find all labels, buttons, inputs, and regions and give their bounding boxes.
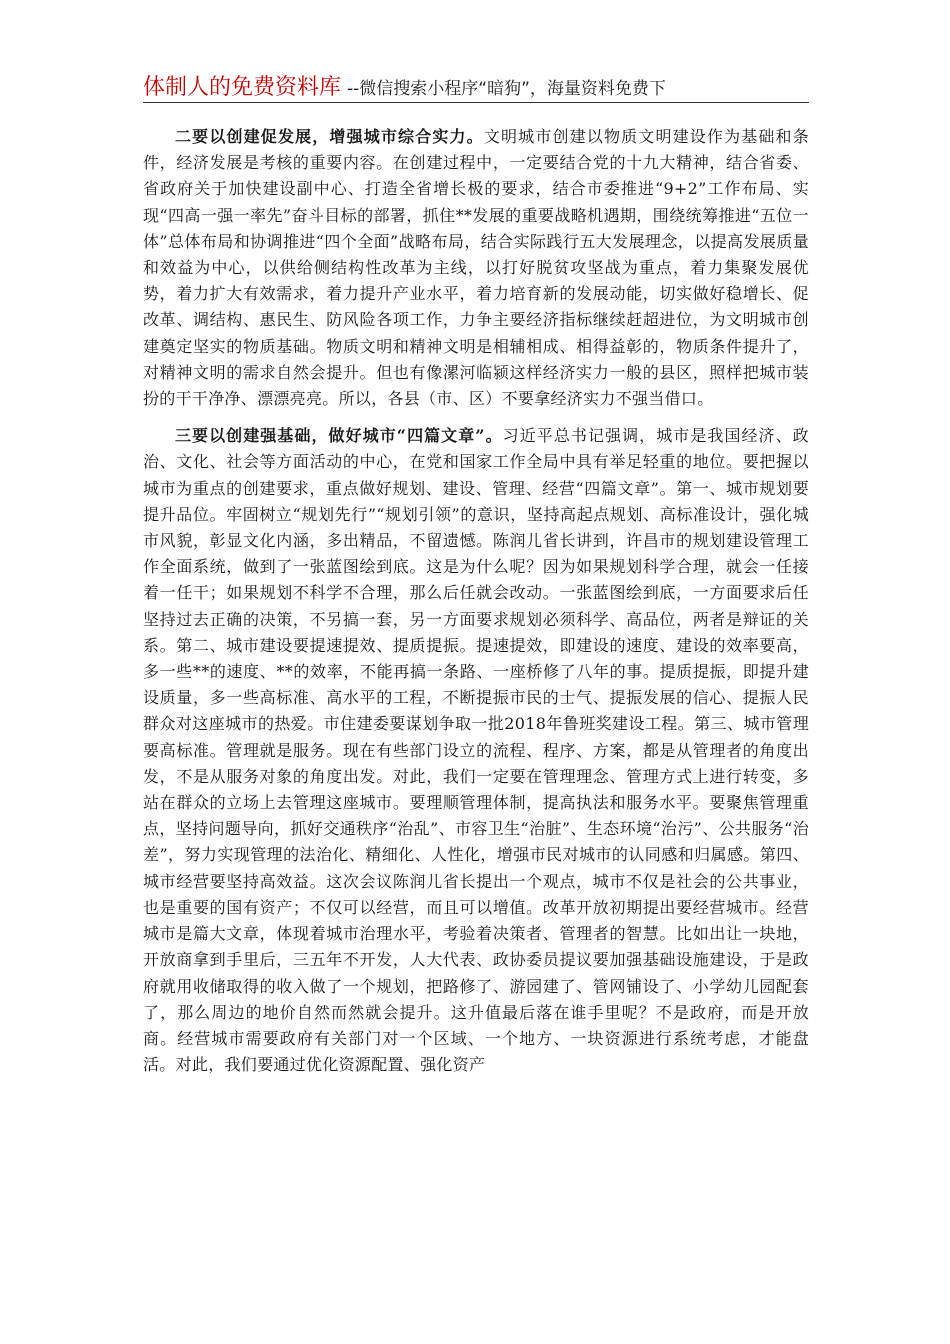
paragraph-develop	[143, 124, 809, 412]
header-subtitle: --微信搜索小程序“暗狗”，海量资料免费下	[347, 79, 666, 99]
paragraph-lead: 三要以创建强基础，做好城市“四篇文章”。	[175, 426, 503, 446]
paragraph-text: 习近平总书记强调，城市是我国经济、政治、文化、社会等方面活动的中心，在党和国家工作全局中具有举足轻重的地位。要把握以城市为重点的创建要求，重点做好规划、建设、管理、经营“四篇文章”。第一、城市规划要提升品位。牢固树立“规划先行”“规划引领”的意识，坚持高起点规划、高标准设计，强化城市风貌，彰显文化内涵，多出精品，不留遗憾。陈润儿省长讲到，许昌市的规划建设管理工作全面系统，做到了一张蓝图绘到底。这是为什么呢？因为如果规划科学合理，就会一任接着一任干；如果规划不科学不合理，那么后任就会改动。一张蓝图绘到底，一方面要求后任坚持过去正确的决策，不另搞一套，另一方面要求规划必须科学、高品位，两者是辩证的关系。第二、城市建设要提速提效、提质提振。提速提效，即建设的速度、建设的效率要高，多一些**的速度、**的效率，不能再搞一条路、一座桥修了八年的事。提质提振，即提升建设质量，多一些高标准、高水平的工程，不断提振市民的士气、提振发展的信心、提振人民群众对这座城市的热爱。市住建委要谋划争取一批2018年鲁班奖建设工程。第三、城市管理要高标准。管理就是服务。现在有些部门设立的流程、程序、方案，都是从管理者的角度出发，不是从服务对象的角度出发。对此，我们一定要在管理理念、管理方式上进行转变，多站在群众的立场上去管理这座城市。要理顺管理体制，提高执法和服务水平。要聚焦管理重点，坚持问题导向，抓好交通秩序“治乱”、市容卫生“治脏”、生态环境“治污”、公共服务“治差”，努力实现管理的法治化、精细化、人性化，增强市民对城市的认同感和归属感。第四、城市经营要坚持高效益。这次会议陈润儿省长提出一个观点，城市不仅是社会的公共事业，也是重要的国有资产；不仅可以经营，而且可以增值。改革开放初期提出要经营城市。经营城市是篇大文章，体现着城市治理水平，考验着决策者、管理者的智慧。比如出让一块地，开放商拿到手里后，三五年不开发，人大代表、政协委员提议要加强基础设施建设，于是政府就用收储取得的收入做了一个规划，把路修了、游园建了、管网铺设了、小学幼儿园配套了，那么周边的地价自然而然就会提升。这升值最后落在谁手里呢？不是政府，而是开放商。经营城市需要政府有关部门对一个区域、一个地方、一块资源进行系统考虑，才能盘活。对此，我们要通过优化资源配置、强化资产	[143, 426, 809, 1075]
paragraph-lead: 二要以创建促发展，增强城市综合实力。	[175, 127, 484, 146]
page-header	[143, 70, 809, 103]
document-body	[143, 124, 809, 1089]
paragraph-text: 文明城市创建以物质文明建设作为基础和条件，经济发展是考核的重要内容。在创建过程中，一定要结合党的十九大精神，结合省委、省政府关于加快建设副中心、打造全省增长极的要求，结合市委推进“9+2”工作布局、实现“四高一强一率先”奋斗目标的部署，抓住**发展的重要战略机遇期，围绕统筹推进“五位一体”总体布局和协调推进“四个全面”战略布局，结合实际践行五大发展理念，以提高发展质量和效益为中心，以供给侧结构性改革为主线，以打好脱贫攻坚战为重点，着力集聚发展优势，着力扩大有效需求，着力提升产业水平，着力培育新的发展动能，切实做好稳增长、促改革、调结构、惠民生、防风险各项工作，力争主要经济指标继续赶超进位，为文明城市创建奠定坚实的物质基础。物质文明和精神文明是相辅相成、相得益彰的，物质条件提升了，对精神文明的需求自然会提升。但也有像漯河临颍这样经济实力一般的县区，照样把城市装扮的干干净净、漂漂亮亮。所以，各县（市、区）不要拿经济实力不强当借口。	[143, 127, 810, 409]
header-brand: 体制人的免费资料库	[143, 75, 342, 100]
paragraph-foundation	[143, 423, 809, 1078]
